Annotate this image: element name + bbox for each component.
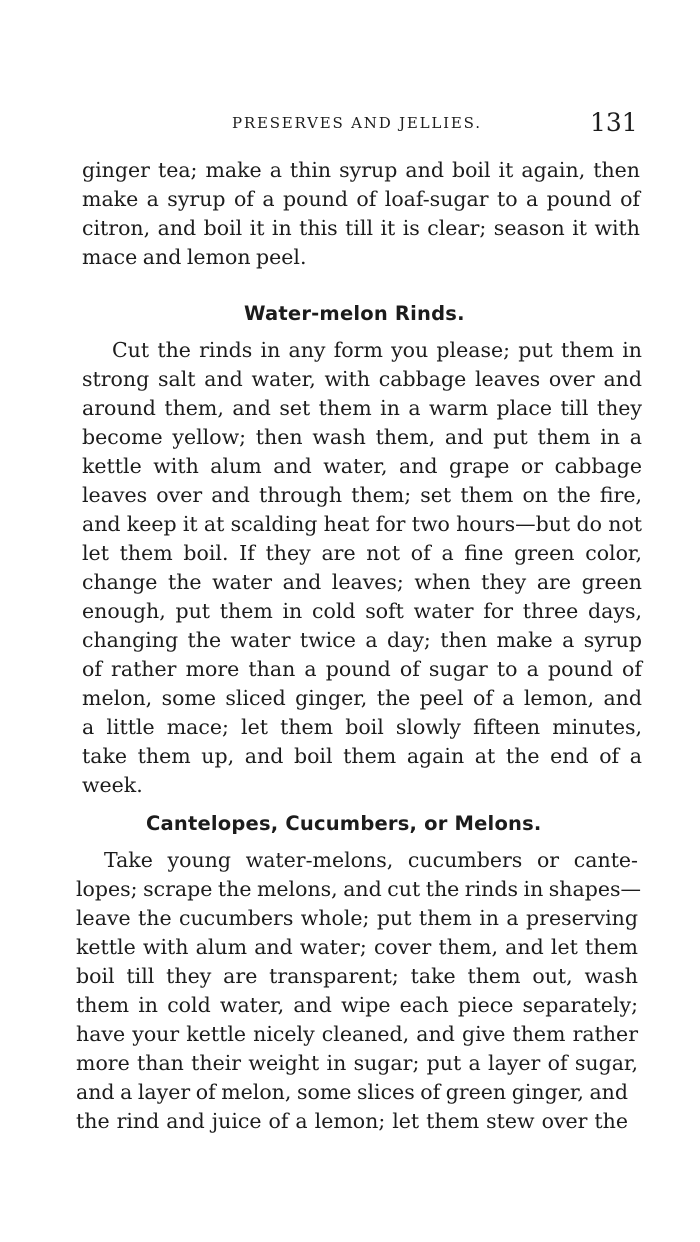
text-line: kettle with alum and water; cover them, and let them: [76, 935, 638, 959]
section-heading-watermelon-rinds: Water-melon Rinds.: [244, 302, 465, 325]
text-line: leave the cucumbers whole; put them in a preserving: [76, 906, 638, 930]
text-line: more than their weight in sugar; put a layer of sugar,: [76, 1051, 638, 1075]
text-line: Take young water-melons, cucumbers or cante-: [104, 848, 638, 872]
text-line: mace and lemon peel.: [82, 245, 307, 269]
text-line: boil till they are transparent; take them out, wash: [76, 964, 638, 988]
text-line: changing the water twice a day; then make a syrup: [82, 628, 642, 652]
text-line: them in cold water, and wipe each piece separately;: [76, 993, 638, 1017]
text-line: enough, put them in cold soft water for three days,: [82, 599, 642, 623]
text-line: make a syrup of a pound of loaf-sugar to a pound of: [82, 187, 640, 211]
text-line: strong salt and water, with cabbage leaves over and: [82, 367, 642, 391]
text-line: and keep it at scalding heat for two hours—but do not: [82, 512, 642, 536]
text-line: have your kettle nicely cleaned, and give them rather: [76, 1022, 638, 1046]
text-line: become yellow; then wash them, and put them in a: [82, 425, 642, 449]
text-line: of rather more than a pound of sugar to a pound of: [82, 657, 642, 681]
page-number: 131: [590, 108, 638, 137]
text-line: a little mace; let them boil slowly fifteen minutes,: [82, 715, 642, 739]
running-title: PRESERVES AND JELLIES.: [232, 114, 482, 132]
running-head: [0, 108, 700, 144]
text-line: the rind and juice of a lemon; let them stew over the: [76, 1109, 628, 1133]
text-line: lopes; scrape the melons, and cut the rinds in shapes—: [76, 877, 642, 901]
text-line: week.: [82, 773, 143, 797]
text-line: change the water and leaves; when they are green: [82, 570, 642, 594]
text-line: leaves over and through them; set them on the fire,: [82, 483, 642, 507]
text-line: melon, some sliced ginger, the peel of a lemon, and: [82, 686, 642, 710]
section-heading-cantelopes: Cantelopes, Cucumbers, or Melons.: [146, 812, 542, 835]
text-line: kettle with alum and water, and grape or cabbage: [82, 454, 642, 478]
text-line: citron, and boil it in this till it is clear; season it with: [82, 216, 640, 240]
text-line: around them, and set them in a warm place till they: [82, 396, 642, 420]
text-line: ginger tea; make a thin syrup and boil it again, then: [82, 158, 640, 182]
text-line: Cut the rinds in any form you please; put them in: [112, 338, 642, 362]
text-line: let them boil. If they are not of a fine green color,: [82, 541, 642, 565]
text-line: take them up, and boil them again at the end of a: [82, 744, 642, 768]
text-line: and a layer of melon, some slices of green ginger, and: [76, 1080, 628, 1104]
